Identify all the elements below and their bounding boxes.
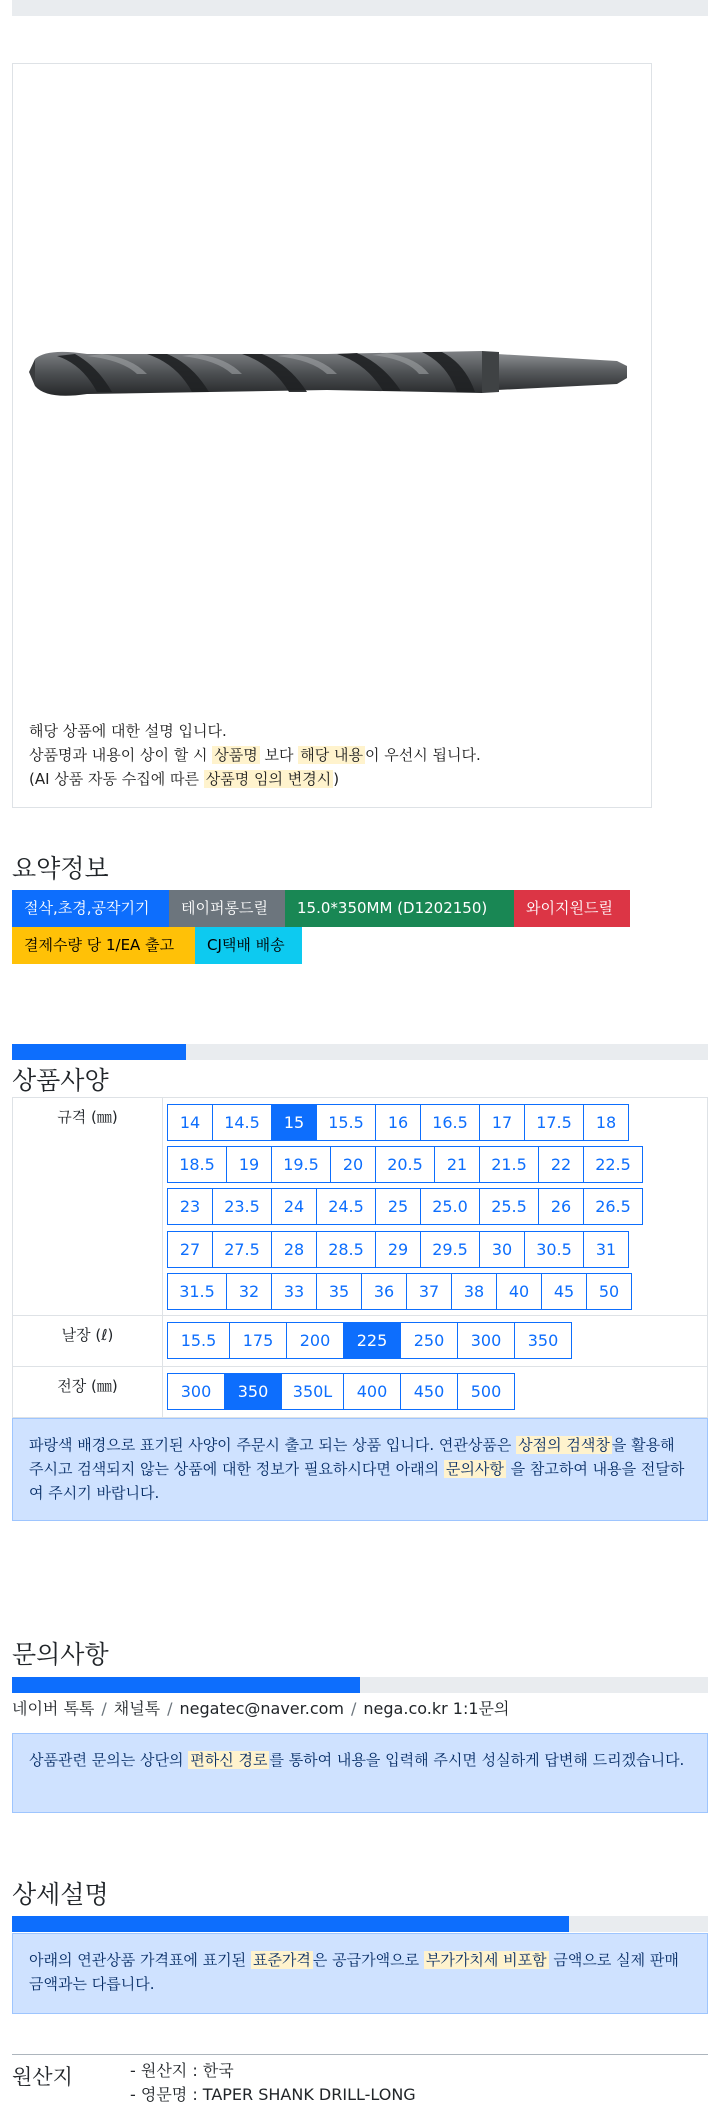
notice-text: 을 활용해 주시고 검색되지 않는 상품에 대한 정보가 필요하시다면 아래의 xyxy=(29,1436,675,1478)
origin-title: 원산지 xyxy=(12,2065,73,2089)
origin-country: - 원산지 : 한국 xyxy=(130,2061,234,2080)
inquiry-title: 문의사항 xyxy=(12,1640,109,1669)
spec-option[interactable]: 14.5 xyxy=(212,1104,272,1141)
description-text: 이 우선시 됩니다. xyxy=(364,746,481,764)
spec-option[interactable]: 500 xyxy=(457,1373,515,1410)
highlight-route: 편하신 경로 xyxy=(190,1751,268,1769)
spec-option[interactable]: 300 xyxy=(167,1373,225,1410)
description-line-1: 해당 상품에 대한 설명 입니다. xyxy=(29,722,227,740)
email-link[interactable]: negatec@naver.com xyxy=(179,1699,345,1718)
total-length-options xyxy=(162,1367,708,1417)
spec-option[interactable]: 28.5 xyxy=(316,1231,376,1268)
notice-text: 은 공급가액으로 xyxy=(312,1951,424,1969)
origin-section xyxy=(12,2054,708,2103)
separator: / xyxy=(167,1699,173,1718)
badge-product-type: 테이퍼롱드릴 xyxy=(169,890,285,927)
highlight-content: 해당 내용 xyxy=(300,746,363,764)
spec-option[interactable]: 29 xyxy=(375,1231,421,1268)
spec-option[interactable]: 15 xyxy=(271,1104,317,1141)
highlight-vat: 부가가치세 비포함 xyxy=(425,1951,547,1969)
contact-links xyxy=(12,1696,509,1719)
description-text: 상품명과 내용이 상이 할 시 xyxy=(29,746,213,764)
spec-option[interactable]: 17.5 xyxy=(524,1104,584,1141)
spec-option[interactable]: 40 xyxy=(496,1273,542,1310)
spec-option-line xyxy=(167,1188,707,1225)
badge-spec: 15.0*350MM (D1202150) xyxy=(285,890,514,927)
badge-shipping: CJ택배 배송 xyxy=(195,927,302,964)
spec-option[interactable]: 32 xyxy=(226,1273,272,1310)
product-image-box xyxy=(12,63,652,808)
description-text: ) xyxy=(333,770,340,788)
spec-option[interactable]: 36 xyxy=(361,1273,407,1310)
origin-english-name: - 영문명 : TAPER SHANK DRILL-LONG xyxy=(130,2085,416,2103)
spec-option[interactable]: 37 xyxy=(406,1273,452,1310)
spec-option[interactable]: 29.5 xyxy=(420,1231,480,1268)
channel-talk-link[interactable]: 채널톡 xyxy=(113,1699,161,1718)
spec-option[interactable]: 450 xyxy=(400,1373,458,1410)
spec-option-line xyxy=(167,1146,707,1183)
top-bar xyxy=(12,0,708,16)
spec-label-size: 규격 (㎜) xyxy=(12,1098,162,1315)
spec-option[interactable]: 350 xyxy=(224,1373,282,1410)
inquiry-notice xyxy=(12,1733,708,1813)
detail-title: 상세설명 xyxy=(12,1880,109,1909)
spec-option[interactable]: 28 xyxy=(271,1231,317,1268)
naver-talktalk-link[interactable]: 네이버 톡톡 xyxy=(12,1699,95,1718)
spec-progress-bar xyxy=(12,1044,708,1060)
notice-text: 상품관련 문의는 상단의 xyxy=(29,1751,189,1769)
spec-option[interactable]: 21 xyxy=(434,1146,480,1183)
spec-option[interactable]: 16 xyxy=(375,1104,421,1141)
spec-option[interactable]: 350 xyxy=(514,1322,572,1359)
spec-option[interactable]: 30.5 xyxy=(524,1231,584,1268)
notice-text: 금액으로 실제 판매금액과는 다릅니다. xyxy=(29,1951,679,1993)
origin-list xyxy=(130,2059,416,2103)
site-inquiry-link[interactable]: nega.co.kr 1:1문의 xyxy=(363,1699,510,1718)
spec-option[interactable]: 24 xyxy=(271,1188,317,1225)
spec-option[interactable]: 24.5 xyxy=(316,1188,376,1225)
spec-option[interactable]: 300 xyxy=(457,1322,515,1359)
spec-option[interactable]: 22 xyxy=(538,1146,584,1183)
spec-option[interactable]: 23 xyxy=(167,1188,213,1225)
spec-option[interactable]: 19.5 xyxy=(271,1146,331,1183)
description-line-2 xyxy=(29,743,481,767)
price-notice xyxy=(12,1933,708,2014)
spec-option[interactable]: 250 xyxy=(400,1322,458,1359)
spec-option[interactable]: 30 xyxy=(479,1231,525,1268)
spec-row-size xyxy=(12,1098,708,1316)
spec-option[interactable]: 50 xyxy=(586,1273,632,1310)
notice-text: 파랑색 배경으로 표기된 사양이 주문시 출고 되는 상품 입니다. 연관상품은 xyxy=(29,1436,517,1454)
spec-row-flute-length xyxy=(12,1316,708,1367)
highlight-product-name: 상품명 xyxy=(214,746,258,764)
badge-brand: 와이지원드릴 xyxy=(514,890,630,927)
spec-option[interactable]: 31 xyxy=(583,1231,629,1268)
spec-option[interactable]: 25.0 xyxy=(420,1188,480,1225)
spec-option[interactable]: 15.5 xyxy=(316,1104,376,1141)
detail-progress-bar xyxy=(12,1916,708,1932)
separator: / xyxy=(101,1699,107,1718)
product-description xyxy=(29,719,481,791)
description-line-3 xyxy=(29,767,481,791)
highlight-name-change: 상품명 임의 변경시 xyxy=(205,770,332,788)
separator: / xyxy=(351,1699,357,1718)
spec-option[interactable]: 26.5 xyxy=(583,1188,643,1225)
spec-option[interactable]: 31.5 xyxy=(167,1273,227,1310)
spec-option[interactable]: 175 xyxy=(229,1322,287,1359)
notice-text: 아래의 연관상품 가격표에 표기된 xyxy=(29,1951,251,1969)
spec-option[interactable]: 20.5 xyxy=(375,1146,435,1183)
spec-option[interactable]: 20 xyxy=(330,1146,376,1183)
highlight-standard-price: 표준가격 xyxy=(252,1951,311,1969)
highlight-search: 상점의 검색창 xyxy=(518,1436,610,1454)
spec-option[interactable]: 23.5 xyxy=(212,1188,272,1225)
spec-option[interactable]: 27 xyxy=(167,1231,213,1268)
spec-option[interactable]: 225 xyxy=(343,1322,401,1359)
spec-option[interactable]: 35 xyxy=(316,1273,362,1310)
spec-notice xyxy=(12,1418,708,1521)
spec-option[interactable]: 25 xyxy=(375,1188,421,1225)
spec-option[interactable]: 21.5 xyxy=(479,1146,539,1183)
spec-label-flute-length: 날장 (ℓ) xyxy=(12,1316,162,1366)
spec-option[interactable]: 350L xyxy=(281,1373,344,1410)
spec-option-line xyxy=(167,1231,707,1268)
size-options xyxy=(162,1098,708,1315)
description-text: 보다 xyxy=(259,746,299,764)
spec-option[interactable]: 14 xyxy=(167,1104,213,1141)
spec-option[interactable]: 200 xyxy=(286,1322,344,1359)
spec-option[interactable]: 25.5 xyxy=(479,1188,539,1225)
spec-progress-fill xyxy=(12,1044,186,1060)
spec-table xyxy=(12,1097,708,1418)
flute-length-options xyxy=(162,1316,708,1366)
spec-option[interactable]: 400 xyxy=(343,1373,401,1410)
badge-order-quantity: 결제수량 당 1/EA 출고 xyxy=(12,927,195,964)
spec-option[interactable]: 19 xyxy=(226,1146,272,1183)
spec-option[interactable]: 22.5 xyxy=(583,1146,643,1183)
spec-option[interactable]: 33 xyxy=(271,1273,317,1310)
spec-option[interactable]: 18.5 xyxy=(167,1146,227,1183)
notice-text: 을 참고하여 내용을 전달하여 주시기 바랍니다. xyxy=(29,1460,685,1502)
spec-option[interactable]: 26 xyxy=(538,1188,584,1225)
spec-option-line xyxy=(167,1104,707,1141)
spec-option[interactable]: 15.5 xyxy=(167,1322,230,1359)
badge-category: 절삭,초경,공작기기 xyxy=(12,890,169,927)
spec-option[interactable]: 17 xyxy=(479,1104,525,1141)
spec-option[interactable]: 38 xyxy=(451,1273,497,1310)
description-text: (AI 상품 자동 수집에 따른 xyxy=(29,770,204,788)
spec-option[interactable]: 27.5 xyxy=(212,1231,272,1268)
spec-row-total-length xyxy=(12,1367,708,1418)
notice-text: 를 통하여 내용을 입력해 주시면 성실하게 답변해 드리겠습니다. xyxy=(269,1751,685,1769)
highlight-inquiry: 문의사항 xyxy=(445,1460,504,1478)
inquiry-progress-fill xyxy=(12,1677,360,1693)
spec-option[interactable]: 18 xyxy=(583,1104,629,1141)
detail-progress-fill xyxy=(12,1916,569,1932)
spec-option[interactable]: 16.5 xyxy=(420,1104,480,1141)
spec-option[interactable]: 45 xyxy=(541,1273,587,1310)
summary-title: 요약정보 xyxy=(12,854,109,883)
spec-title: 상품사양 xyxy=(12,1066,109,1095)
spec-label-total-length: 전장 (㎜) xyxy=(12,1367,162,1417)
spec-option-line xyxy=(167,1273,707,1310)
inquiry-progress-bar xyxy=(12,1677,708,1693)
taper-drill-image xyxy=(27,314,647,424)
